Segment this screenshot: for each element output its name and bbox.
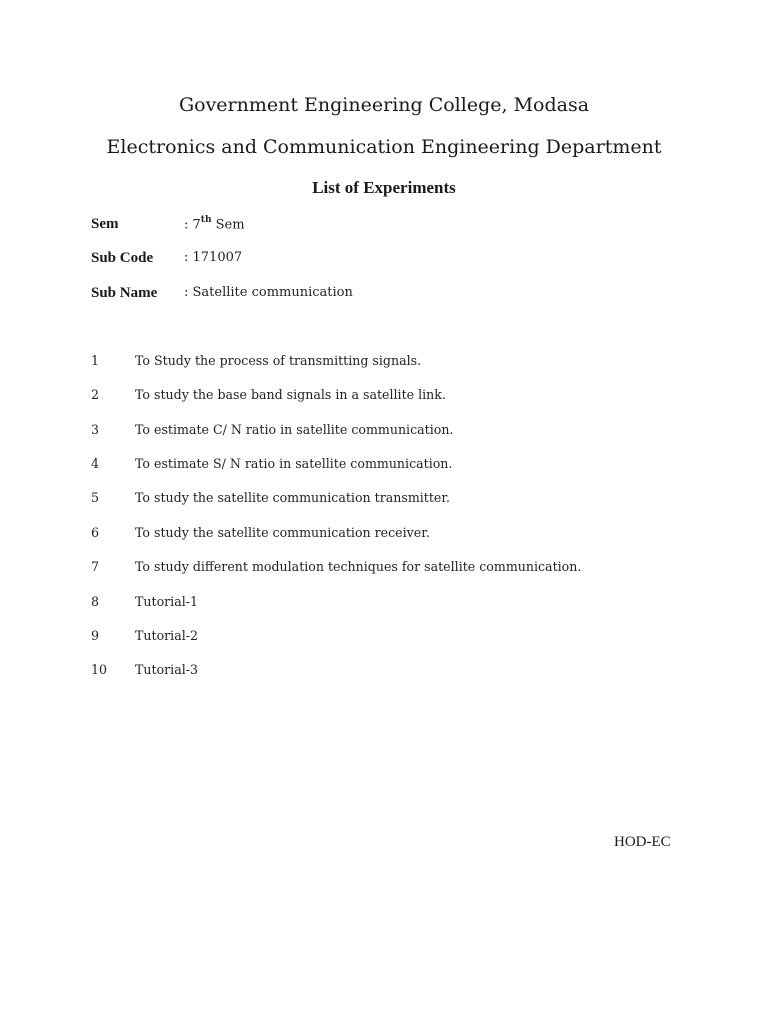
experiment-number: 6 <box>91 525 100 540</box>
sub-code-value: : 171007 <box>184 250 243 265</box>
list-item <box>91 387 691 407</box>
list-item <box>91 353 691 373</box>
experiment-text: Tutorial-2 <box>135 628 199 643</box>
experiment-number: 2 <box>91 387 100 402</box>
experiment-text: Tutorial-3 <box>135 662 199 677</box>
department-name: Electronics and Communication Engineering Department <box>106 136 662 158</box>
sub-code-label: Sub Code <box>91 250 154 266</box>
college-name: Government Engineering College, Modasa <box>178 94 590 116</box>
list-item <box>91 456 691 476</box>
meta-row-sem <box>91 216 591 238</box>
experiment-text: To study the base band signals in a satellite link. <box>135 387 446 402</box>
sem-value-prefix: : 7 <box>184 217 201 233</box>
signature-hod: HOD-EC <box>614 834 671 850</box>
experiment-text: To Study the process of transmitting signals. <box>135 353 422 368</box>
sub-name-value: : Satellite communication <box>184 285 353 300</box>
experiment-number: 1 <box>91 353 100 368</box>
sem-value-sup: th <box>200 215 212 225</box>
meta-row-sub-code <box>91 250 591 272</box>
experiment-number: 3 <box>91 422 100 437</box>
list-item <box>91 662 691 682</box>
sub-name-label: Sub Name <box>91 285 158 301</box>
experiment-number: 8 <box>91 594 100 609</box>
list-item <box>91 490 691 510</box>
list-item <box>91 559 691 579</box>
sem-label: Sem <box>91 216 119 232</box>
list-item <box>91 525 691 545</box>
sem-value-suffix: Sem <box>211 217 245 233</box>
experiment-text: To study the satellite communication receiver. <box>135 525 430 540</box>
experiment-text: To study different modulation techniques for satellite communication. <box>135 559 582 574</box>
list-item <box>91 594 691 614</box>
experiment-number: 9 <box>91 628 100 643</box>
sem-value <box>184 216 245 232</box>
meta-row-sub-name <box>91 285 591 307</box>
experiment-number: 5 <box>91 490 100 505</box>
experiment-text: To study the satellite communication transmitter. <box>135 490 450 505</box>
experiment-number: 7 <box>91 559 100 574</box>
list-title: List of Experiments <box>312 178 456 197</box>
experiment-text: Tutorial-1 <box>135 594 199 609</box>
experiment-text: To estimate C/ N ratio in satellite communication. <box>135 422 454 437</box>
experiment-number: 4 <box>91 456 100 471</box>
experiment-number: 10 <box>91 662 108 677</box>
experiment-text: To estimate S/ N ratio in satellite communication. <box>135 456 453 471</box>
list-item <box>91 422 691 442</box>
list-item <box>91 628 691 648</box>
